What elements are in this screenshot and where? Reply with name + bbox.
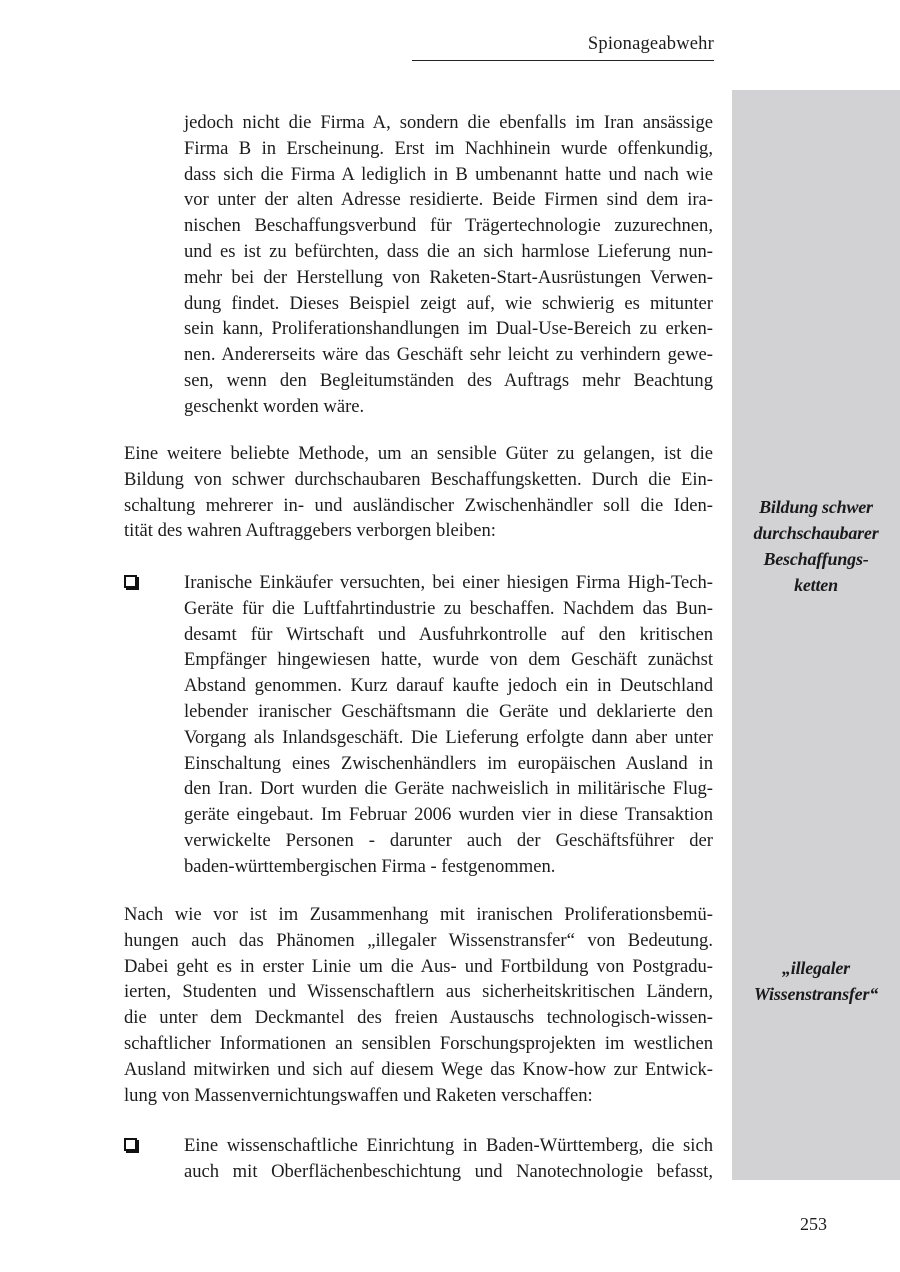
bullet-item-nanotechnologie [184,1133,713,1185]
text-line: Einschaltung eines Zwischenhändlers im europäischen Ausland in [184,752,713,774]
text-line: hungen auch das Phänomen „illegaler Wissenstransfer“ von Bedeutung. [124,929,713,951]
text-line: die unter dem Deckmantel des freien Austauschs technologisch-wissen- [124,1007,713,1029]
text-line: sen, wenn den Begleitumständen des Auftrags mehr Beachtung [184,369,713,391]
text-line: mehr bei der Herstellung von Raketen-Start-Ausrüstungen Verwen- [184,266,713,288]
text-line: Ausland mitwirken und sich auf diesem Wege das Know-how zur Entwick- [124,1058,713,1080]
paragraph-firma-a [184,110,713,420]
text-line: Abstand genommen. Kurz darauf kaufte jedoch ein in Deutschland [184,675,713,697]
paragraph-wissenstransfer [124,902,713,1108]
bullet-box-icon [124,1138,137,1151]
text-line: schaftlicher Informationen an sensiblen Forschungsprojekten im westlichen [124,1032,713,1054]
bullet-item-high-tech [184,570,713,880]
margin-note-line: Wissenstransfer“ [753,984,879,1004]
page-number: 253 [800,1214,827,1234]
text-line: tität des wahren Auftraggebers verborgen bleiben: [124,520,496,542]
text-line: jedoch nicht die Firma A, sondern die ebenfalls im Iran ansässige [184,112,713,133]
margin-note-line: Beschaffungs- [763,549,869,569]
text-line: Iranische Einkäufer versuchten, bei einer hiesigen Firma High-Tech- [184,572,713,593]
text-line: nen. Andererseits wäre das Geschäft sehr leicht zu verhindern gewe- [184,344,713,366]
text-line: Dabei geht es in erster Linie um die Aus- und Fortbildung von Postgradu- [124,955,713,977]
header-rule [412,60,714,61]
margin-note-line: „illegaler [782,958,850,978]
text-line: Bildung von schwer durchschaubaren Beschaffungsketten. Durch die Ein- [124,468,713,490]
text-line: Empfänger hingewiesen hatte, wurde von dem Geschäft zunächst [184,649,713,671]
text-line: schaltung mehrerer in- und ausländischer Zwischenhändler soll die Iden- [124,494,713,516]
bullet-box-icon [124,575,137,588]
margin-note-beschaffungsketten [732,494,900,598]
margin-sidebar [732,90,900,1180]
text-line: sein kann, Proliferationshandlungen im Dual-Use-Bereich zu erken- [184,318,713,340]
margin-note-line: ketten [794,575,838,595]
margin-note-wissenstransfer [732,955,900,1007]
text-line: lung von Massenvernichtungswaffen und Raketen verschaffen: [124,1084,593,1106]
text-line: Geräte für die Luftfahrtindustrie zu beschaffen. Nachdem das Bun- [184,597,713,619]
text-line: ierten, Studenten und Wissenschaftlern aus sicherheitskritischen Ländern, [124,981,713,1003]
text-line: baden-württembergischen Firma - festgenommen. [184,855,556,877]
margin-note-line: Bildung schwer [759,497,873,517]
text-line: dass sich die Firma A lediglich in B umbenannt hatte und nach wie [184,163,713,185]
text-line: Firma B in Erscheinung. Erst im Nachhinein wurde offenkundig, [184,137,713,159]
text-line: nischen Beschaffungsverbund für Trägertechnologie zuzurechnen, [184,215,713,237]
text-line: und es ist zu befürchten, dass die an sich harmlose Lieferung nun- [184,240,713,262]
text-line: dung findet. Dieses Beispiel zeigt auf, wie schwierig es mitunter [184,292,713,314]
margin-note-line: durchschaubarer [753,523,879,543]
text-line: auch mit Oberflächenbeschichtung und Nanotechnologie befasst, [184,1160,713,1182]
text-line: desamt für Wirtschaft und Ausfuhrkontrolle auf den kritischen [184,623,713,645]
text-line: Vorgang als Inlandsgeschäft. Die Lieferung erfolgte dann aber unter [184,726,713,748]
text-line: vor unter der alten Adresse residierte. Beide Firmen sind dem ira- [184,189,713,211]
text-line: verwickelte Personen - darunter auch der Geschäftsführer der [184,829,713,851]
paragraph-beschaffungsketten [124,441,713,544]
text-line: Eine weitere beliebte Methode, um an sensible Güter zu gelangen, ist die [124,443,713,464]
text-line: Nach wie vor ist im Zusammenhang mit iranischen Proliferationsbemü- [124,904,713,925]
text-line: geräte eingebaut. Im Februar 2006 wurden vier in diese Transaktion [184,804,713,826]
text-line: den Iran. Dort wurden die Geräte nachweislich in militärische Flug- [184,778,713,800]
text-line: lebender iranischer Geschäftsmann die Geräte und deklarierte den [184,700,713,722]
text-line: Eine wissenschaftliche Einrichtung in Baden-Württemberg, die sich [184,1135,713,1156]
running-header-title: Spionageabwehr [587,34,714,54]
text-line: geschenkt worden wäre. [184,395,365,417]
